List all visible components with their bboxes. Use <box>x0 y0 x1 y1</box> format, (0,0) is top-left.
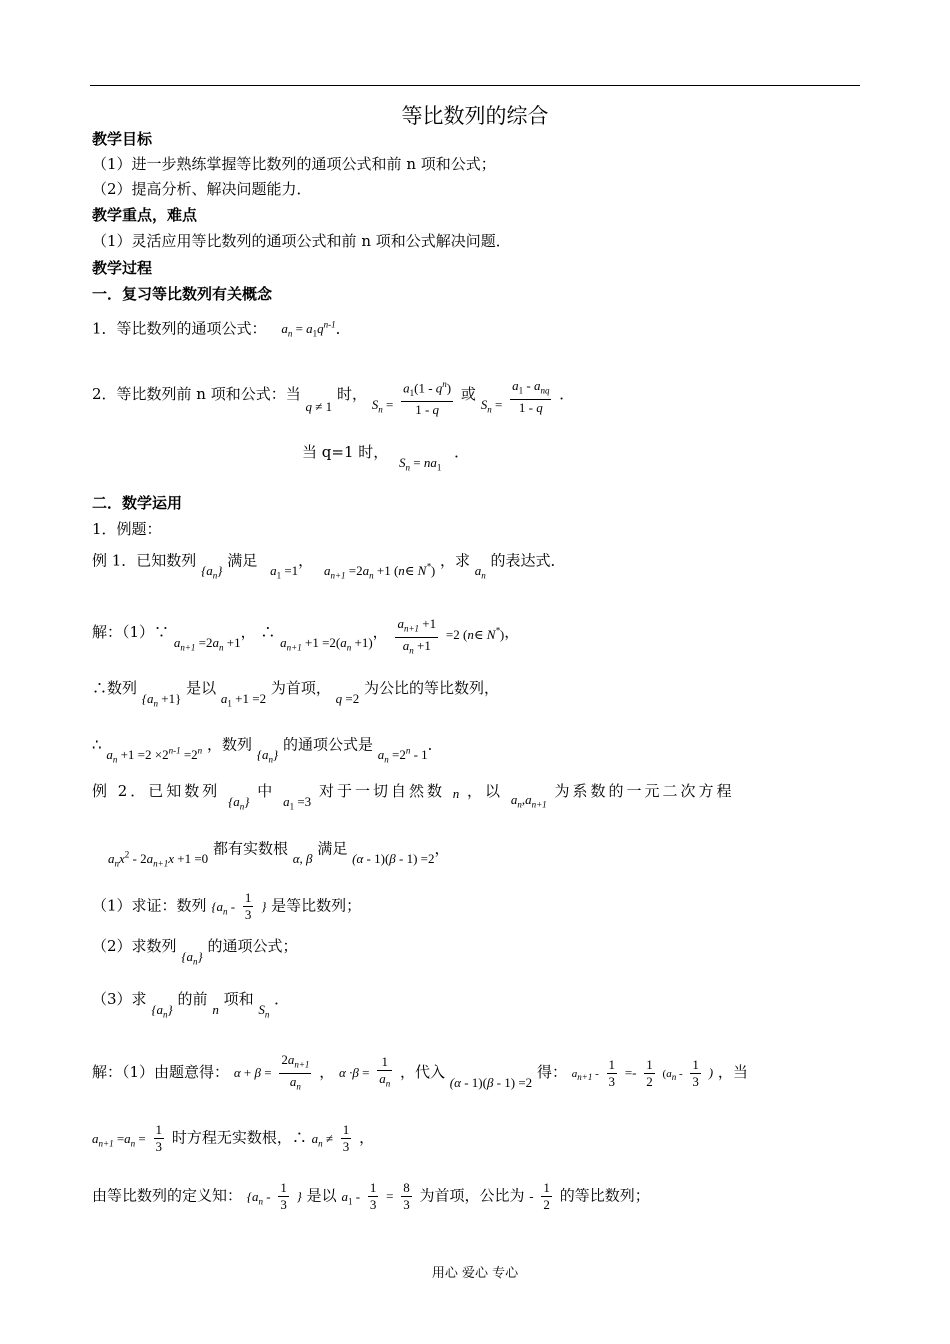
key-point-1: （1）灵活应用等比数列的通项公式和前 n 项和公式解决问题． <box>92 232 511 250</box>
solution-2-line-3: 由等比数列的定义知： {$a_n$ - $\frac{1}{3}$ } 是以 $a_1$ - $\frac{1}{3}$ = $\frac{8}{3}$ 为首项，公比为 - $\frac{1}{2}$ 的等比数列； <box>92 1180 650 1212</box>
solution-1-line-2: ∴数列 $\{a_n +1\}$ 是以 $a_1 +1 =2$ 为首项， q =2 为公比的等比数列， <box>92 679 500 709</box>
heading-key-points: 教学重点，难点 <box>92 206 198 224</box>
example-2-question-2: （2）求数列 $\{a_n\}$ 的通项公式； <box>92 937 298 967</box>
solution-2-line-2: $a_{n+1} =a_n$ = $\frac{1}{3}$ 时方程无实数根，∴ $a_n$ ≠ $\frac{1}{3}$ ， <box>92 1122 375 1154</box>
goal-2: （2）提高分析、解决问题能力． <box>92 180 312 198</box>
page-title: 等比数列的综合 <box>401 104 549 128</box>
solution-1-line-1: 解：（1）∵ $a_{n+1} =2a_n +1$， ∴ $a_{n+1} +1 =2(a_n +1)$， $\frac{a_{n+1} +1}{a_n +1}$ =2 (n∈ N*)， <box>92 616 520 656</box>
formula-general-term: 1．等比数列的通项公式： $a_n = a_1q^{n-1}$． <box>92 319 351 339</box>
example-2-line-1: 例 2．已知数列 $\{a_n\}$ 中 $a_1 =3$ 对于一切自然数 n ，以 $a_n,a_{n+1}$ 为系数的一元二次方程 <box>92 782 735 812</box>
example-1: 例 1．已知数列 $\{a_n\}$ 满足 $a_1 =1$， $a_{n+1} =2a_n +1$ (n∈ N*) ，求 $a_n$ 的表达式． <box>92 551 566 581</box>
solution-2-line-1: 解：（1）由题意得： α + β = $\frac{2a_{n+1}}{a_n}$ ， α ·β = $\frac{1}{a_n}$ ，代入 (α - 1)(β - 1) =2 得： $a_{n+1}$ - $\frac{1}{3}$ =- $\frac{1}{2}$ ($a_n$ - $\frac{1}{3}$ ) ，当 <box>92 1052 748 1092</box>
heading-process: 教学过程 <box>92 259 153 277</box>
example-2-line-2: $a_nx^2 - 2a_{n+1}x +1 =0$ 都有实数根 α, β 满足 (α - 1)(β - 1) =2， <box>108 839 450 869</box>
example-2-question-1: （1）求证：数列 {$a_n$ - $\frac{1}{3}$ } 是等比数列； <box>92 890 362 922</box>
heading-part-2: 二．数学运用 <box>92 494 183 512</box>
examples-label: 1．例题： <box>92 520 162 538</box>
formula-sum: 2．等比数列前 n 项和公式：当 q ≠ 1 时， $S_n$ = $\frac{a_1(1 - q^n)}{1 - q}$ 或 $S_n$ = $\frac{a_1 - a_{nq}}{1 - q}$ ． <box>92 374 574 416</box>
header-rule <box>90 85 860 86</box>
example-2-question-3: （3）求 $\{a_n\}$ 的前 n 项和 $S_n$ ． <box>92 990 290 1020</box>
heading-goals: 教学目标 <box>92 130 153 148</box>
heading-part-1: 一．复习等比数列有关概念 <box>92 285 273 303</box>
solution-1-line-3: ∴ $a_n +1 =2 \times 2^{n-1} =2^n$ ，数列 $\{a_n\}$ 的通项公式是 $a_n =2^n - 1$． <box>92 735 443 765</box>
goal-1: （1）进一步熟练掌握等比数列的通项公式和前 n 项和公式； <box>92 155 496 173</box>
page-footer: 用心 爱心 专心 <box>431 1266 519 1281</box>
formula-sum-q1: 当 q=1 时， $S_n = na_1$ ． <box>302 443 470 473</box>
